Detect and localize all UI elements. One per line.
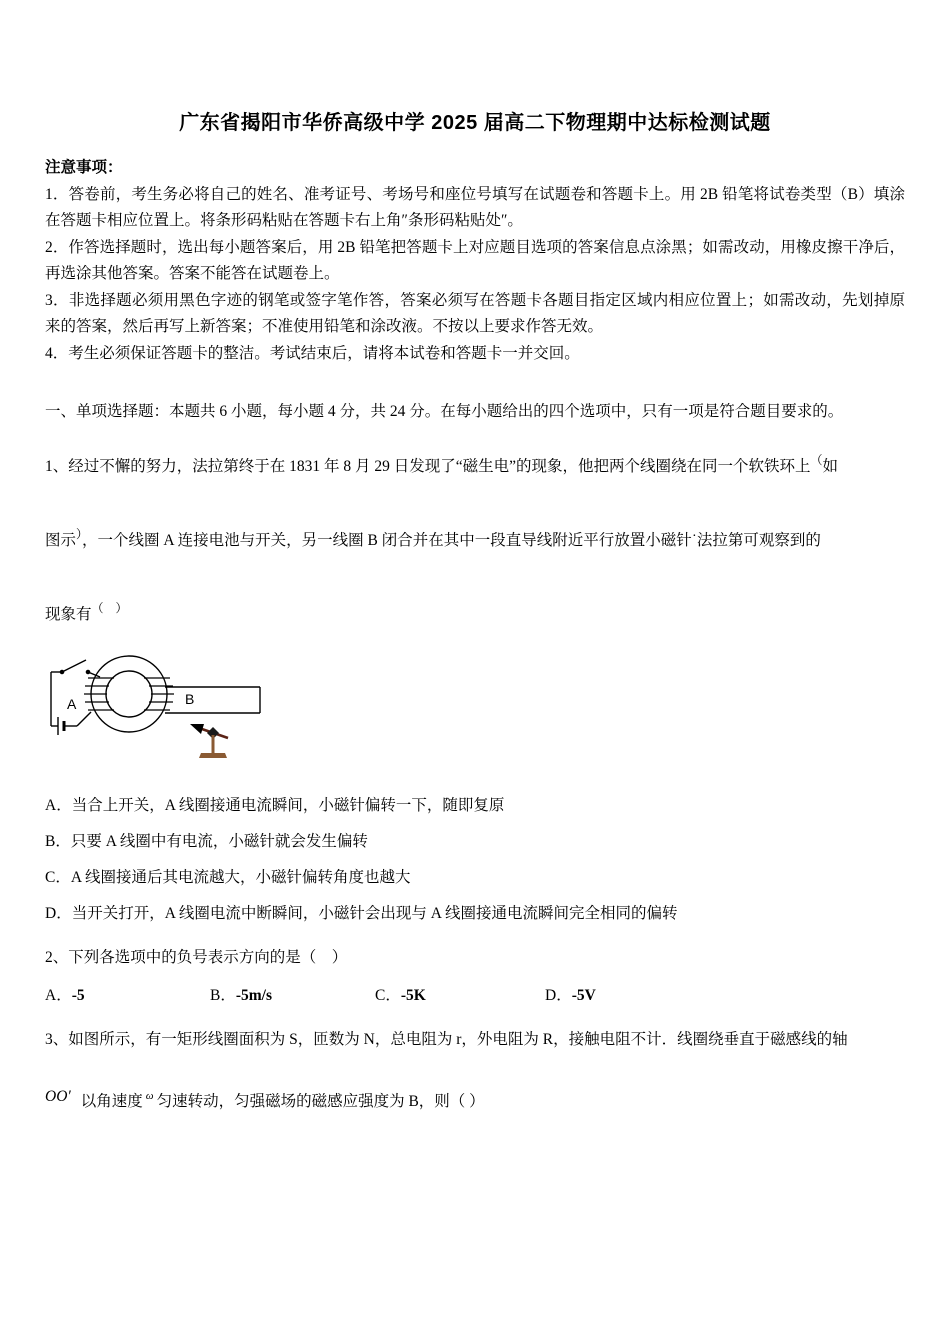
q2-options <box>45 983 905 1009</box>
notice-item-2: 2．作答选择题时，选出每小题答案后，用 2B 铅笔把答题卡上对应题目选项的答案信息点涂黑；如需改动，用橡皮擦干净后，再选涂其他答案。答案不能答在试题卷上。 <box>45 238 905 282</box>
compass-needle <box>190 724 228 758</box>
q1-option-b: B．只要 A 线圈中有电流，小磁针就会发生偏转 <box>45 833 368 850</box>
q3-line2-pre: 以角速度 <box>80 1093 143 1110</box>
q1-line1-tail: 如 <box>822 458 839 475</box>
q1-line1-text: 1、经过不懈的努力，法拉第终于在 1831 年 8 月 29 日发现了“磁生电”的现象，他把两个线圈绕在同一个软铁环上 <box>45 458 811 475</box>
q1-figure <box>47 642 905 771</box>
q3-line-2 <box>45 1083 905 1115</box>
notice-section <box>45 155 905 367</box>
q2-option-c <box>375 983 545 1009</box>
q1-line-2 <box>45 521 905 554</box>
q3-omega: ω <box>145 1090 154 1102</box>
q1-options <box>45 793 905 927</box>
q1-option-d: D．当开关打开，A 线圈电流中断瞬间，小磁针会出现与 A 线圈接通电流瞬间完全相同的偏转 <box>45 905 678 922</box>
q1-line3-text: 现象有 <box>45 606 92 623</box>
q2-option-b-value: -5m/s <box>235 987 273 1004</box>
q3-line2-post: 匀速转动，匀强磁场的磁感应强度为 B，则（ ） <box>156 1093 485 1110</box>
q3-axis-label: OO′ <box>45 1088 71 1105</box>
q2-option-a-value: -5 <box>71 987 85 1004</box>
switch <box>51 660 100 677</box>
section1-heading: 一、单项选择题：本题共 6 小题，每小题 4 分，共 24 分。在每小题给出的四个选项中，只有一项是符合题目要求的。 <box>45 403 844 420</box>
q1-line-3 <box>45 595 905 628</box>
q3-line-1: 3、如图所示，有一矩形线圈面积为 S，匝数为 N，总电阻为 r，外电阻为 R，接触电阻不计．线圈绕垂直于磁感线的轴 <box>45 1031 848 1048</box>
notice-item-3: 3．非选择题必须用黑色字迹的钢笔或签字笔作答，答案必须写在答题卡各题目指定区域内相应位置上；如需改动，先划掉原来的答案，然后再写上新答案；不准使用铅笔和涂改液。不按以上要求作答无效。 <box>45 291 905 335</box>
q2-option-a-label: A． <box>45 987 72 1004</box>
q2-option-b-label: B． <box>210 987 236 1004</box>
q1-line3-paren: （ ） <box>91 601 128 615</box>
q2-option-d-value: -5V <box>571 987 596 1004</box>
q2-option-c-value: -5K <box>400 987 426 1004</box>
diagram-label-a: A <box>67 696 77 712</box>
q2-option-d-label: D． <box>545 987 572 1004</box>
question-2 <box>45 945 905 1009</box>
diagram-label-b: B <box>185 691 195 707</box>
faraday-ring-diagram <box>47 642 279 766</box>
q1-line2-paren: ） <box>76 527 83 541</box>
q1-option-a: A．当合上开关，A 线圈接通电流瞬间，小磁针偏转一下，随即复原 <box>45 797 505 814</box>
q1-line2-text: ，一个线圈 A 连接电池与开关，另一线圈 B 闭合并在其中一段直导线附近平行放置小磁针˙法拉第可观察到的 <box>82 532 821 549</box>
q2-option-c-label: C． <box>375 987 401 1004</box>
q1-line1-paren: （ <box>810 453 823 467</box>
notice-heading: 注意事项： <box>45 159 123 176</box>
notice-item-4: 4．考生必须保证答题卡的整洁。考试结束后，请将本试卷和答题卡一并交回。 <box>45 344 580 362</box>
q2-option-b <box>210 983 375 1009</box>
q2-option-a <box>45 983 210 1009</box>
q1-line2-head: 图示 <box>45 532 77 549</box>
page-title: 广东省揭阳市华侨高级中学 2025 届高二下物理期中达标检测试题 <box>179 112 771 134</box>
q2-option-d <box>545 983 596 1009</box>
notice-item-1: 1．答卷前，考生务必将自己的姓名、准考证号、考场号和座位号填写在试题卷和答题卡上。用 2B 铅笔将试卷类型（B）填涂在答题卡相应位置上。将条形码粘贴在答题卡右上角″条形码粘贴处″。 <box>45 185 905 229</box>
q1-option-c: C．A 线圈接通后其电流越大，小磁针偏转角度也越大 <box>45 869 411 886</box>
q1-line-1 <box>45 447 905 480</box>
loop-b-wire <box>165 687 260 713</box>
q2-stem: 2、下列各选项中的负号表示方向的是（ ） <box>45 949 348 966</box>
question-1 <box>45 447 905 927</box>
question-3 <box>45 1027 905 1115</box>
